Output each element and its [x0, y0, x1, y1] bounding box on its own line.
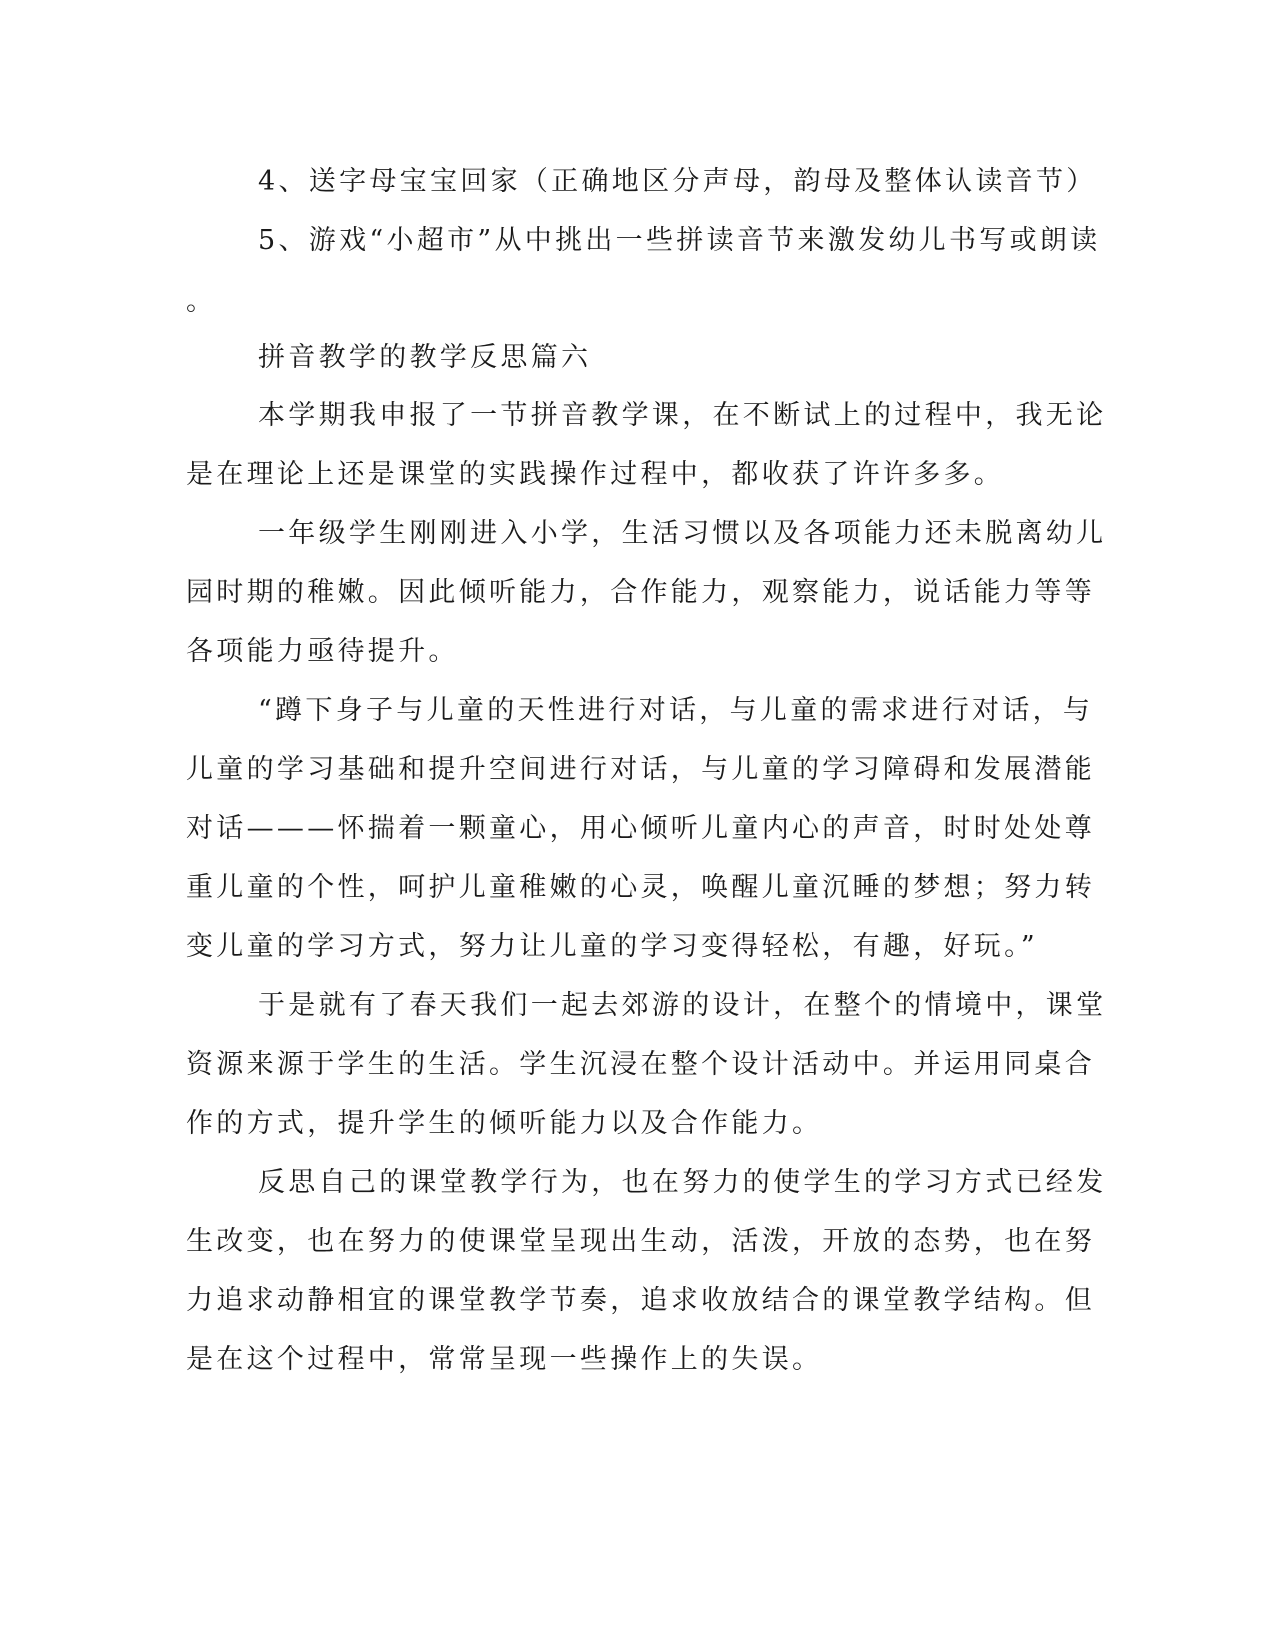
paragraph-3-line-2: 儿童的学习基础和提升空间进行对话，与儿童的学习障碍和发展潜能 — [186, 754, 1095, 785]
paragraph-1-line-2: 是在理论上还是课堂的实践操作过程中，都收获了许许多多。 — [186, 459, 1005, 490]
paragraph-1-line-1: 本学期我申报了一节拼音教学课，在不断试上的过程中，我无论 — [258, 400, 1107, 431]
paragraph-2-line-2: 园时期的稚嫩。因此倾听能力，合作能力，观察能力，说话能力等等 — [186, 577, 1095, 608]
paragraph-2-line-3: 各项能力亟待提升。 — [186, 636, 459, 667]
paragraph-4-line-1: 于是就有了春天我们一起去郊游的设计，在整个的情境中，课堂 — [258, 990, 1107, 1021]
list-item-4: 4、送字母宝宝回家（正确地区分声母，韵母及整体认读音节） — [258, 166, 1097, 197]
paragraph-5-line-2: 生改变，也在努力的使课堂呈现出生动，活泼，开放的态势，也在努 — [186, 1226, 1095, 1257]
paragraph-3-line-5: 变儿童的学习方式，努力让儿童的学习变得轻松，有趣，好玩。” — [186, 931, 1039, 962]
paragraph-3-line-3: 对话———怀揣着一颗童心，用心倾听儿童内心的声音，时时处处尊 — [186, 813, 1095, 844]
paragraph-5-line-3: 力追求动静相宜的课堂教学节奏，追求收放结合的课堂教学结构。但 — [186, 1285, 1095, 1316]
paragraph-3-line-1: “蹲下身子与儿童的天性进行对话，与儿童的需求进行对话，与 — [258, 695, 1094, 726]
paragraph-5-line-4: 是在这个过程中，常常呈现一些操作上的失误。 — [186, 1344, 823, 1375]
list-item-5-continuation: 。 — [186, 286, 217, 317]
paragraph-4-line-3: 作的方式，提升学生的倾听能力以及合作能力。 — [186, 1108, 823, 1139]
list-item-5: 5、游戏“小超市”从中挑出一些拼读音节来激发幼儿书写或朗读 — [258, 225, 1101, 256]
paragraph-3-line-4: 重儿童的个性，呵护儿童稚嫩的心灵，唤醒儿童沉睡的梦想；努力转 — [186, 872, 1095, 903]
paragraph-5-line-1: 反思自己的课堂教学行为，也在努力的使学生的学习方式已经发 — [258, 1167, 1107, 1198]
paragraph-4-line-2: 资源来源于学生的生活。学生沉浸在整个设计活动中。并运用同桌合 — [186, 1049, 1095, 1080]
section-heading: 拼音教学的教学反思篇六 — [258, 342, 592, 373]
paragraph-2-line-1: 一年级学生刚刚进入小学，生活习惯以及各项能力还未脱离幼儿 — [258, 518, 1107, 549]
